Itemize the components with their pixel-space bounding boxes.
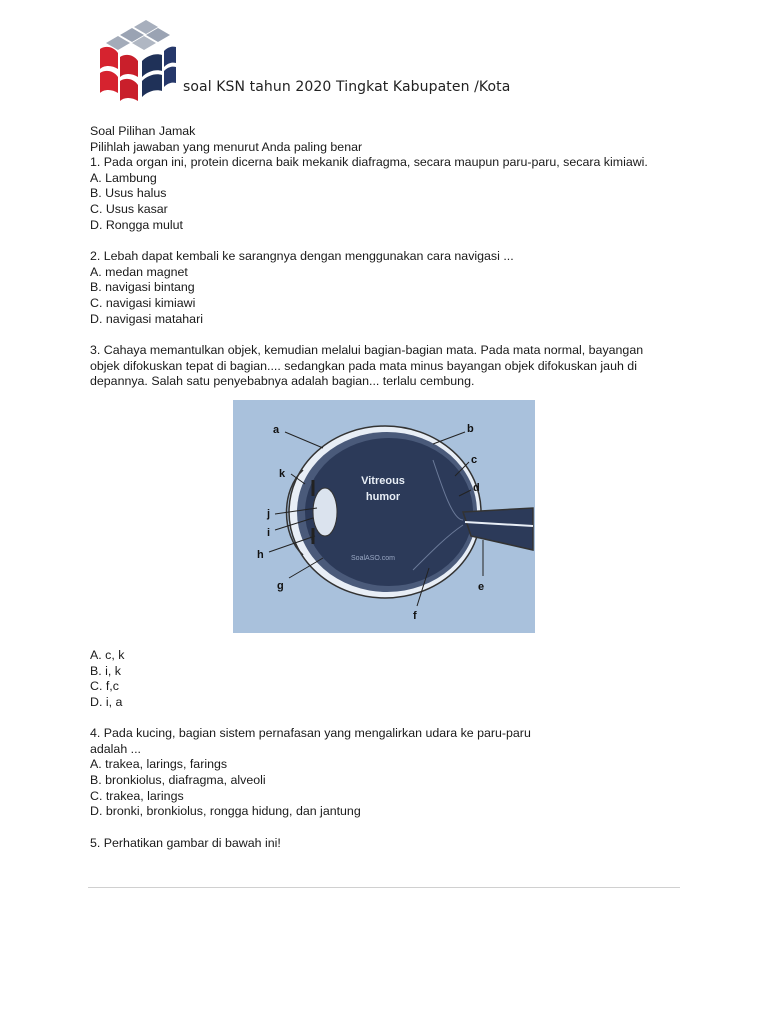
instruction-text: Pilihlah jawaban yang menurut Anda paling benar [90, 139, 363, 154]
question-4-option-d: D. bronki, bronkiolus, rongga hidung, dan jantung [90, 804, 361, 819]
section-title: Soal Pilihan Jamak [90, 124, 196, 138]
label-e: e [478, 580, 485, 593]
label-j: j [267, 507, 271, 520]
question-1-text: 1. Pada organ ini, protein dicerna baik mekanik diafragma, secara maupun paru-paru, secara kimiawi. [90, 155, 648, 170]
vitreous-label-1: Vitreous [361, 474, 405, 487]
question-3-option-c: C. f,c [90, 679, 119, 694]
question-2-option-d: D. navigasi matahari [90, 311, 203, 326]
eye-diagram [233, 400, 535, 633]
label-d: d [473, 481, 480, 494]
question-3-text: 3. Cahaya memantulkan objek, kemudian melalui bagian-bagian mata. Pada mata normal, bayangan objek difokuskan tepat di bagian.... sedangkan pada mata minus bayangan objek difokuskan jauh di depannya. Salah satu penyebabnya adalah bagian... terlalu cembung. [90, 343, 644, 389]
watermark-text: SoalASO.com [351, 554, 395, 562]
question-4-option-b: B. bronkiolus, diafragma, alveoli [90, 773, 266, 788]
question-4-text: 4. Pada kucing, bagian sistem pernafasan yang mengalirkan udara ke paru-paru adalah ... [90, 726, 531, 756]
question-1-option-d: D. Rongga mulut [90, 217, 183, 232]
label-h: h [257, 548, 264, 561]
label-i: i [267, 526, 271, 539]
vitreous-label-2: humor [365, 490, 401, 503]
question-3-option-a: A. c, k [90, 647, 125, 662]
label-g: g [277, 579, 284, 592]
question-3-option-d: D. i, a [90, 694, 123, 709]
question-sheet [90, 124, 650, 851]
label-c: c [471, 453, 478, 466]
label-f: f [413, 609, 417, 622]
label-a: a [273, 423, 280, 436]
question-1-option-a: A. Lambung [90, 170, 157, 185]
question-3-option-b: B. i, k [90, 663, 121, 678]
page-divider [88, 887, 680, 888]
question-4-option-c: C. trakea, larings [90, 788, 184, 803]
question-4-option-a: A. trakea, larings, farings [90, 757, 228, 772]
cube-logo [92, 17, 180, 107]
question-1-option-c: C. Usus kasar [90, 201, 168, 216]
question-1-option-b: B. Usus halus [90, 186, 167, 201]
question-5-text: 5. Perhatikan gambar di bawah ini! [90, 835, 281, 850]
label-b: b [467, 422, 474, 435]
question-2-option-b: B. navigasi bintang [90, 280, 195, 295]
page-title: soal KSN tahun 2020 Tingkat Kabupaten /Kota [183, 79, 511, 95]
question-2-option-a: A. medan magnet [90, 264, 188, 279]
question-2-option-c: C. navigasi kimiawi [90, 295, 196, 310]
label-k: k [279, 467, 286, 480]
question-2-text: 2. Lebah dapat kembali ke sarangnya dengan menggunakan cara navigasi ... [90, 249, 514, 264]
